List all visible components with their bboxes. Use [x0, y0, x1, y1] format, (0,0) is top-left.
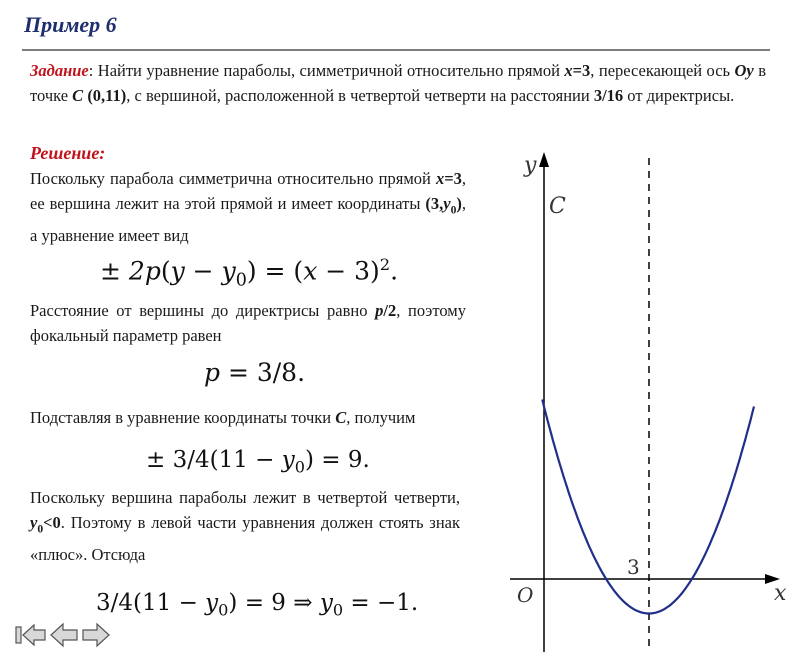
f-part: − 3) — [317, 256, 380, 286]
f-part: 3/4(11 − — [96, 590, 206, 616]
origin-label: O — [517, 583, 534, 607]
point-c-label: C — [549, 194, 566, 219]
y-axis-label: y — [524, 153, 537, 178]
text: Подставляя в уравнение координаты точки — [30, 408, 336, 427]
task-point-coords: (0,11) — [83, 86, 127, 105]
f-part: = −1. — [343, 590, 419, 616]
var-p: p — [375, 301, 384, 320]
f-part: ) = 9 ⇒ — [228, 590, 320, 616]
f-part: y — [221, 256, 236, 286]
parabola-curve — [542, 400, 754, 614]
text: (3, — [425, 194, 444, 213]
x-axis-label: x — [774, 581, 787, 606]
text: , получим — [346, 408, 416, 427]
text: Поскольку вершина параболы лежит в четвертой четверти, — [30, 488, 460, 507]
text: Расстояние от вершины до директрисы равно — [30, 301, 376, 320]
f-part: y — [281, 447, 295, 473]
f-part: p — [144, 256, 161, 286]
y-axis-arrow — [539, 152, 549, 167]
f-part: y — [319, 590, 333, 616]
task-part: , пересекающей ось — [590, 61, 735, 80]
previous-arrow-icon[interactable] — [48, 620, 80, 650]
f-part: p — [204, 358, 221, 387]
text: Поскольку парабола симметрична относительно прямой — [30, 169, 436, 188]
f-part: ± 3/4(11 − — [146, 447, 282, 473]
text: /2 — [383, 301, 397, 320]
text: , ее вершина лежит на этой прямой и имеет координаты — [30, 169, 466, 213]
f-part: − — [184, 256, 222, 286]
f-sub: 0 — [294, 457, 305, 477]
first-page-arrow-icon[interactable] — [14, 620, 48, 650]
solution-label: Решение: — [30, 143, 106, 163]
task-part: в точке — [30, 61, 766, 105]
f-part: ) = ( — [246, 256, 304, 286]
subscript: 0 — [37, 523, 44, 536]
f-sub: 0 — [218, 600, 229, 620]
text: . Поэтому в левой части уравнения должен стоять знак «плюс». Отсюда — [30, 513, 460, 565]
f-part: y — [170, 256, 185, 286]
f-sub: 0 — [332, 600, 344, 620]
tick-label-3: 3 — [627, 555, 640, 579]
task-point-c: C — [72, 86, 84, 105]
subscript: 0 — [450, 204, 457, 217]
next-arrow-icon[interactable] — [80, 620, 112, 650]
task-part: , с вершиной, расположенной в четвертой четверти на расстоянии — [126, 86, 594, 105]
f-part: ( — [160, 256, 171, 286]
f-sub: 0 — [235, 270, 247, 291]
f-part: ± 2 — [100, 256, 145, 286]
f-sup: 2 — [379, 255, 391, 274]
var-y: y — [443, 194, 451, 213]
task-part: от директрисы. — [623, 86, 735, 105]
text: =3 — [444, 169, 462, 188]
task-distance: 3/16 — [593, 86, 624, 105]
task-part: =3 — [572, 61, 591, 80]
text: <0 — [43, 513, 61, 532]
text: , поэтому фокальный параметр равен — [30, 301, 466, 345]
task-label: Задание — [30, 61, 89, 80]
navigation-buttons — [14, 620, 112, 650]
task-part: Найти уравнение параболы, симметричной относительно прямой — [97, 61, 565, 80]
f-part: . — [390, 256, 399, 286]
text: , а уравнение имеет вид — [30, 194, 466, 246]
f-part: ) = 9. — [304, 447, 370, 473]
var-c: C — [335, 408, 347, 427]
slide-title: Пример 6 — [24, 12, 117, 37]
text: ) — [456, 194, 462, 213]
f-part: = 3/8. — [220, 358, 306, 387]
var-y: y — [30, 513, 38, 532]
task-colon: : — [88, 61, 98, 80]
task-var-x: x — [564, 61, 573, 80]
f-part: x — [303, 256, 318, 286]
task-axis-oy: Oy — [734, 61, 754, 80]
var-x: x — [435, 169, 445, 188]
f-part: y — [205, 590, 219, 616]
